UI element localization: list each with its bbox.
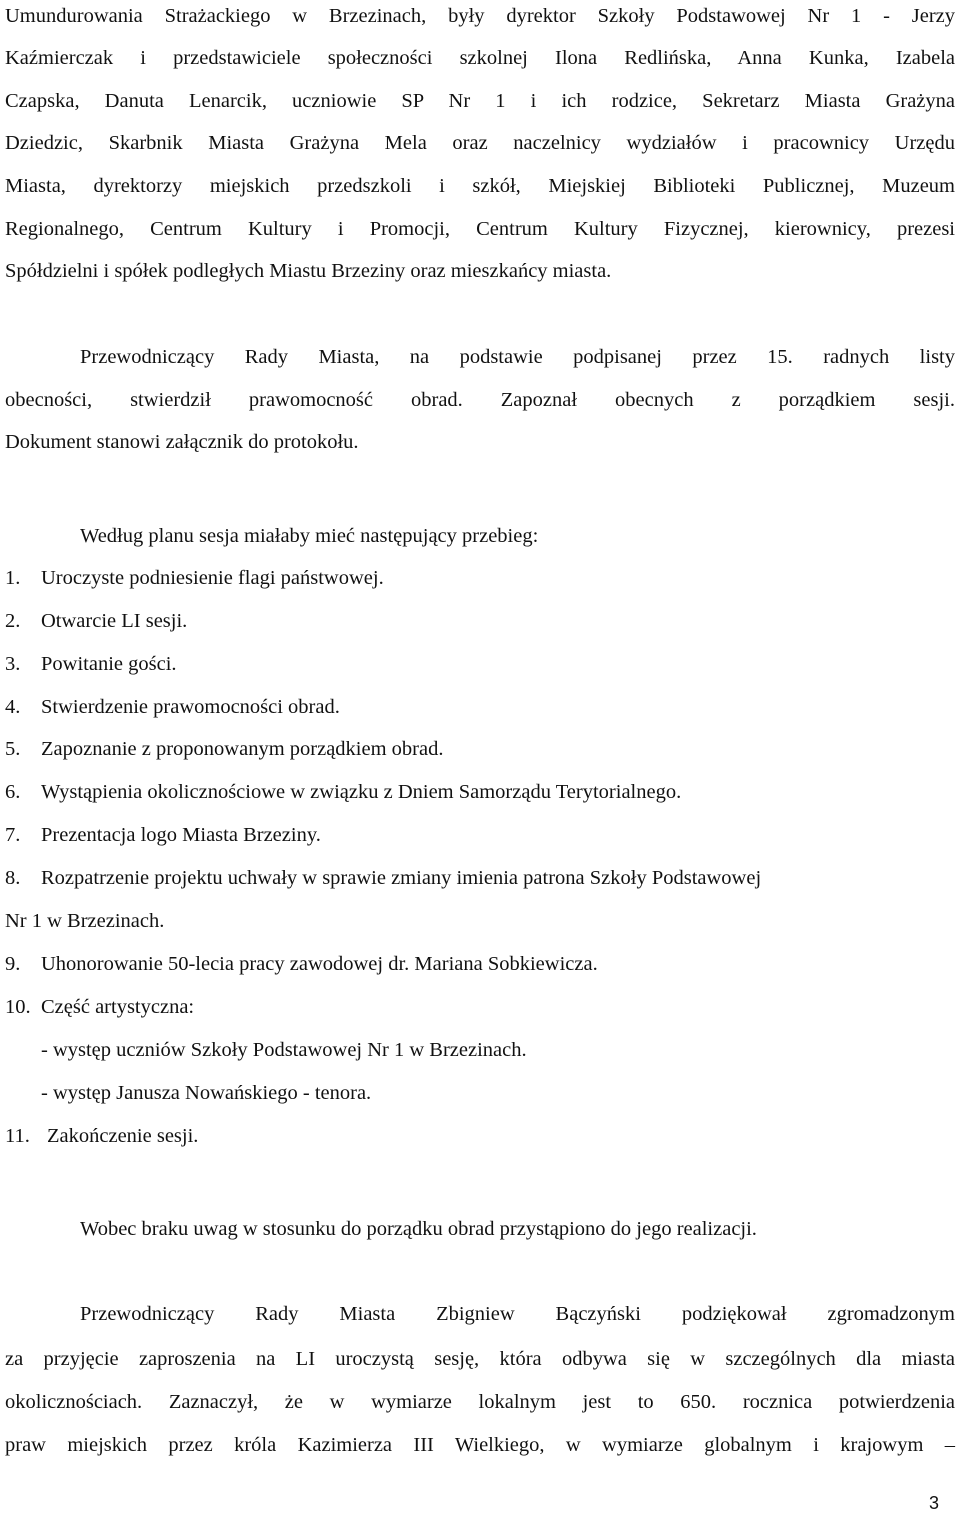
- agenda-item: [5, 652, 177, 676]
- agenda-item: [5, 1124, 198, 1148]
- agenda-item: [5, 823, 321, 847]
- agenda-item: [5, 566, 384, 590]
- text-line: okolicznościach. Zaznaczył, że w wymiarze lokalnym jest to 650. rocznica potwierdzenia: [5, 1391, 955, 1413]
- agenda-item-text: Powitanie gości.: [41, 653, 177, 675]
- text-line: Umundurowania Strażackiego w Brzezinach, były dyrektor Szkoły Podstawowej Nr 1 - Jerzy: [5, 5, 955, 27]
- text-line: praw miejskich przez króla Kazimierza III Wielkiego, w wymiarze globalnym i krajowym –: [5, 1434, 955, 1456]
- agenda-item-continuation: Nr 1 w Brzezinach.: [5, 910, 165, 932]
- agenda-item-text: Zakończenie sesji.: [47, 1125, 199, 1147]
- text-line: Miasta, dyrektorzy miejskich przedszkoli i szkół, Miejskiej Biblioteki Publicznej, Muzeum: [5, 175, 955, 197]
- agenda-item-number: 5.: [5, 738, 21, 760]
- agenda-intro: Według planu sesja miałaby mieć następujący przebieg:: [80, 525, 539, 547]
- text-line: Przewodniczący Rady Miasta, na podstawie podpisanej przez 15. radnych listy: [80, 346, 955, 368]
- agenda-item-number: 1.: [5, 567, 21, 589]
- agenda-item-number: 9.: [5, 953, 21, 975]
- agenda-subitem: - występ uczniów Szkoły Podstawowej Nr 1 w Brzezinach.: [41, 1039, 527, 1061]
- text-line: Dokument stanowi załącznik do protokołu.: [5, 431, 359, 453]
- agenda-item: [5, 695, 340, 719]
- agenda-item-number: 2.: [5, 610, 21, 632]
- agenda-item-number: 11.: [5, 1125, 30, 1147]
- agenda-item-text: Uroczyste podniesienie flagi państwowej.: [41, 567, 384, 589]
- agenda-item-number: 3.: [5, 653, 21, 675]
- text-line: za przyjęcie zaproszenia na LI uroczystą sesję, która odbywa się w szczególnych dla miasta: [5, 1348, 955, 1370]
- agenda-item: [5, 609, 187, 633]
- agenda-item-number: 10.: [5, 996, 31, 1018]
- agenda-item: [5, 866, 761, 890]
- text-line: Spółdzielni i spółek podległych Miastu Brzeziny oraz mieszkańcy miasta.: [5, 260, 612, 282]
- agenda-item-text: Stwierdzenie prawomocności obrad.: [41, 696, 340, 718]
- agenda-item-text: Część artystyczna:: [41, 996, 195, 1018]
- agenda-item-text: Rozpatrzenie projektu uchwały w sprawie zmiany imienia patrona Szkoły Podstawowej: [41, 867, 762, 889]
- agenda-item-text: Wystąpienia okolicznościowe w związku z Dniem Samorządu Terytorialnego.: [41, 781, 682, 803]
- agenda-subitem: - występ Janusza Nowańskiego - tenora.: [41, 1082, 372, 1104]
- text-line: Regionalnego, Centrum Kultury i Promocji, Centrum Kultury Fizycznej, kierownicy, prezesi: [5, 218, 955, 240]
- agenda-item-text: Prezentacja logo Miasta Brzeziny.: [41, 824, 321, 846]
- agenda-item: [5, 737, 443, 761]
- text-line: Przewodniczący Rady Miasta Zbigniew Bączyński podziękował zgromadzonym: [80, 1303, 955, 1325]
- agenda-item: [5, 995, 194, 1019]
- agenda-item: [5, 780, 681, 804]
- agenda-item-text: Zapoznanie z proponowanym porządkiem obrad.: [41, 738, 444, 760]
- text-line: obecności, stwierdził prawomocność obrad. Zapoznał obecnych z porządkiem sesji.: [5, 389, 955, 411]
- text-line: Kaźmierczak i przedstawiciele społeczności szkolnej Ilona Redlińska, Anna Kunka, Izabela: [5, 47, 955, 69]
- agenda-item-text: Uhonorowanie 50-lecia pracy zawodowej dr. Mariana Sobkiewicza.: [41, 953, 598, 975]
- page-number: 3: [929, 1493, 940, 1513]
- text-line: Dziedzic, Skarbnik Miasta Grażyna Mela oraz naczelnicy wydziałów i pracownicy Urzędu: [5, 132, 955, 154]
- agenda-item-number: 4.: [5, 696, 21, 718]
- agenda-item-number: 6.: [5, 781, 21, 803]
- agenda-item-number: 8.: [5, 867, 21, 889]
- agenda-item-number: 7.: [5, 824, 21, 846]
- agenda-item: [5, 952, 598, 976]
- agenda-approval-paragraph: Wobec braku uwag w stosunku do porządku obrad przystąpiono do jego realizacji.: [80, 1218, 757, 1240]
- agenda-item-text: Otwarcie LI sesji.: [41, 610, 188, 632]
- text-line: Czapska, Danuta Lenarcik, uczniowie SP Nr 1 i ich rodzice, Sekretarz Miasta Grażyna: [5, 90, 955, 112]
